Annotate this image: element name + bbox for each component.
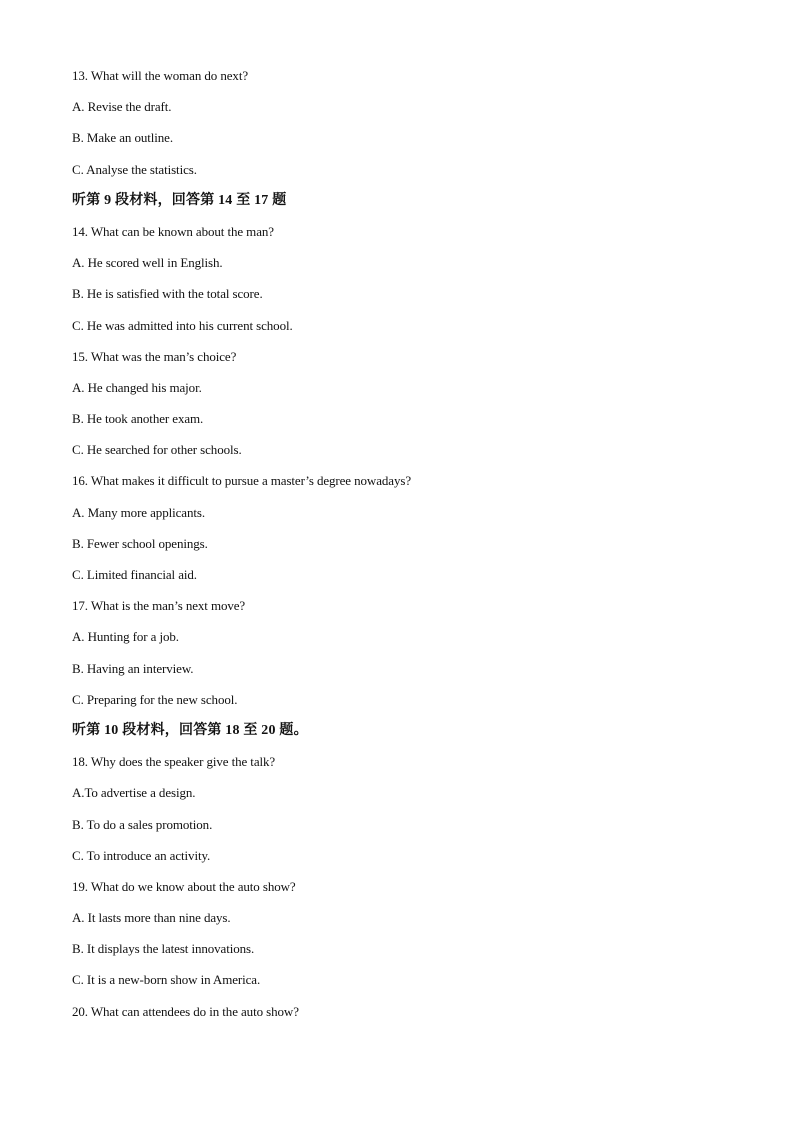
answer-option: A. Revise the draft. [72, 99, 172, 115]
question-text: 18. Why does the speaker give the talk? [72, 754, 276, 770]
section-heading: 听第 9 段材料，回答第 14 至 17 题 [72, 192, 287, 208]
question-text: 16. What makes it difficult to pursue a master’s degree nowadays? [72, 473, 411, 489]
answer-option: B. He is satisfied with the total score. [72, 286, 263, 302]
answer-option: C. To introduce an activity. [72, 847, 211, 863]
answer-option: B. To do a sales promotion. [72, 816, 213, 832]
answer-option: C. Preparing for the new school. [72, 691, 238, 707]
question-text: 13. What will the woman do next? [72, 68, 248, 83]
answer-option: B. Fewer school openings. [72, 535, 208, 551]
answer-option: A. It lasts more than nine days. [72, 910, 231, 926]
question-text: 14. What can be known about the man? [72, 223, 274, 239]
answer-option: C. Analyse the statistics. [72, 161, 197, 177]
answer-option: A. He scored well in English. [72, 255, 223, 271]
answer-option: B. It displays the latest innovations. [72, 941, 255, 957]
question-text: 20. What can attendees do in the auto show? [72, 1003, 299, 1019]
answer-option: C. He searched for other schools. [72, 442, 242, 458]
answer-option: C. Limited financial aid. [72, 567, 197, 582]
answer-option: A. Hunting for a job. [72, 629, 179, 645]
answer-option: B. He took another exam. [72, 411, 204, 427]
answer-option: C. He was admitted into his current school. [72, 317, 293, 333]
answer-option: B. Having an interview. [72, 660, 194, 676]
answer-option: B. Make an outline. [72, 130, 173, 146]
question-text: 19. What do we know about the auto show? [72, 878, 296, 894]
section-heading: 听第 10 段材料，回答第 18 至 20 题。 [72, 722, 308, 738]
question-text: 17. What is the man’s next move? [72, 598, 246, 614]
question-text: 15. What was the man’s choice? [72, 348, 237, 364]
answer-option: A. He changed his major. [72, 379, 202, 395]
answer-option: C. It is a new-born show in America. [72, 972, 261, 988]
exam-content [72, 66, 732, 1033]
answer-option: A.To advertise a design. [72, 785, 196, 801]
answer-option: A. Many more applicants. [72, 504, 205, 520]
